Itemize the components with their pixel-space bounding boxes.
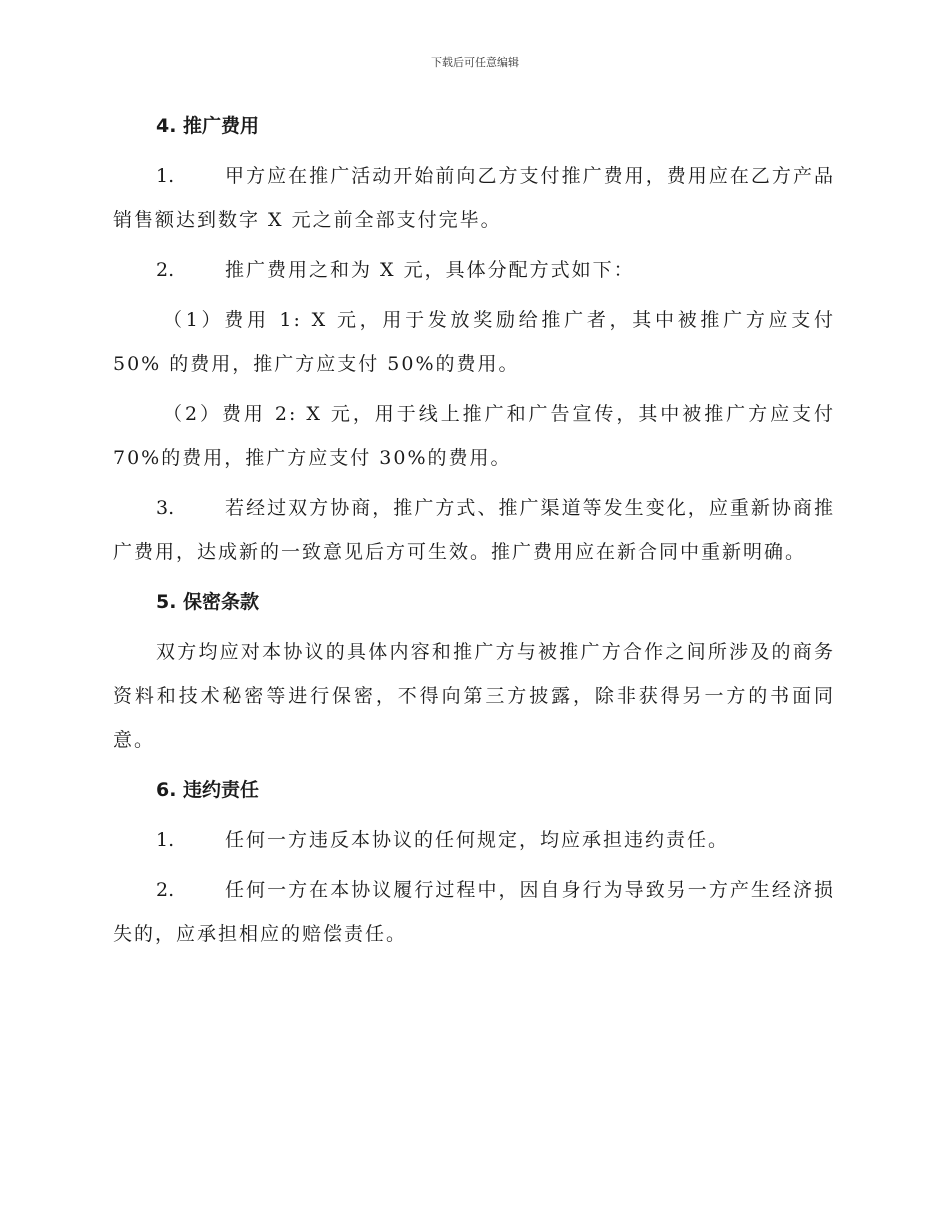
item-number: 2. xyxy=(156,879,175,901)
item-text: 任何一方在本协议履行过程中，因自身行为导致另一方产生经济损失的，应承担相应的赔偿责任。 xyxy=(113,879,835,945)
section-4-item-3 xyxy=(113,486,835,574)
item-number: 1. xyxy=(156,829,175,851)
section-4-title: 4. 推广费用 xyxy=(156,115,260,137)
section-5-text: 双方均应对本协议的具体内容和推广方与被推广方合作之间所涉及的商务资料和技术秘密等进行保密，不得向第三方披露，除非获得另一方的书面同意。 xyxy=(113,641,835,751)
section-6-item-2 xyxy=(113,868,835,956)
item-text: 推广费用之和为 X 元，具体分配方式如下： xyxy=(225,259,635,281)
document-body xyxy=(113,104,835,956)
item-text: 甲方应在推广活动开始前向乙方支付推广费用，费用应在乙方产品销售额达到数字 X 元之前全部支付完毕。 xyxy=(113,165,835,231)
item-text: 若经过双方协商，推广方式、推广渠道等发生变化，应重新协商推广费用，达成新的一致意见后方可生效。推广费用应在新合同中重新明确。 xyxy=(113,497,835,563)
section-4-subitem-2: （2）费用 2: X 元，用于线上推广和广告宣传，其中被推广方应支付 70%的费用，推广方应支付 30%的费用。 xyxy=(113,403,835,469)
item-number: 1. xyxy=(156,165,175,187)
section-4-item-2 xyxy=(113,248,835,292)
item-number: 2. xyxy=(156,259,175,281)
item-number: 3. xyxy=(156,497,175,519)
section-5-title: 5. 保密条款 xyxy=(156,591,260,613)
section-4-subitem-1: （1）费用 1: X 元，用于发放奖励给推广者，其中被推广方应支付 50% 的费用，推广方应支付 50%的费用。 xyxy=(113,309,835,375)
section-6-title: 6. 违约责任 xyxy=(156,779,260,801)
page-header: 下载后可任意编辑 xyxy=(431,56,519,69)
section-4-item-1 xyxy=(113,154,835,242)
item-text: 任何一方违反本协议的任何规定，均应承担违约责任。 xyxy=(225,829,730,851)
section-6-item-1 xyxy=(113,818,835,862)
